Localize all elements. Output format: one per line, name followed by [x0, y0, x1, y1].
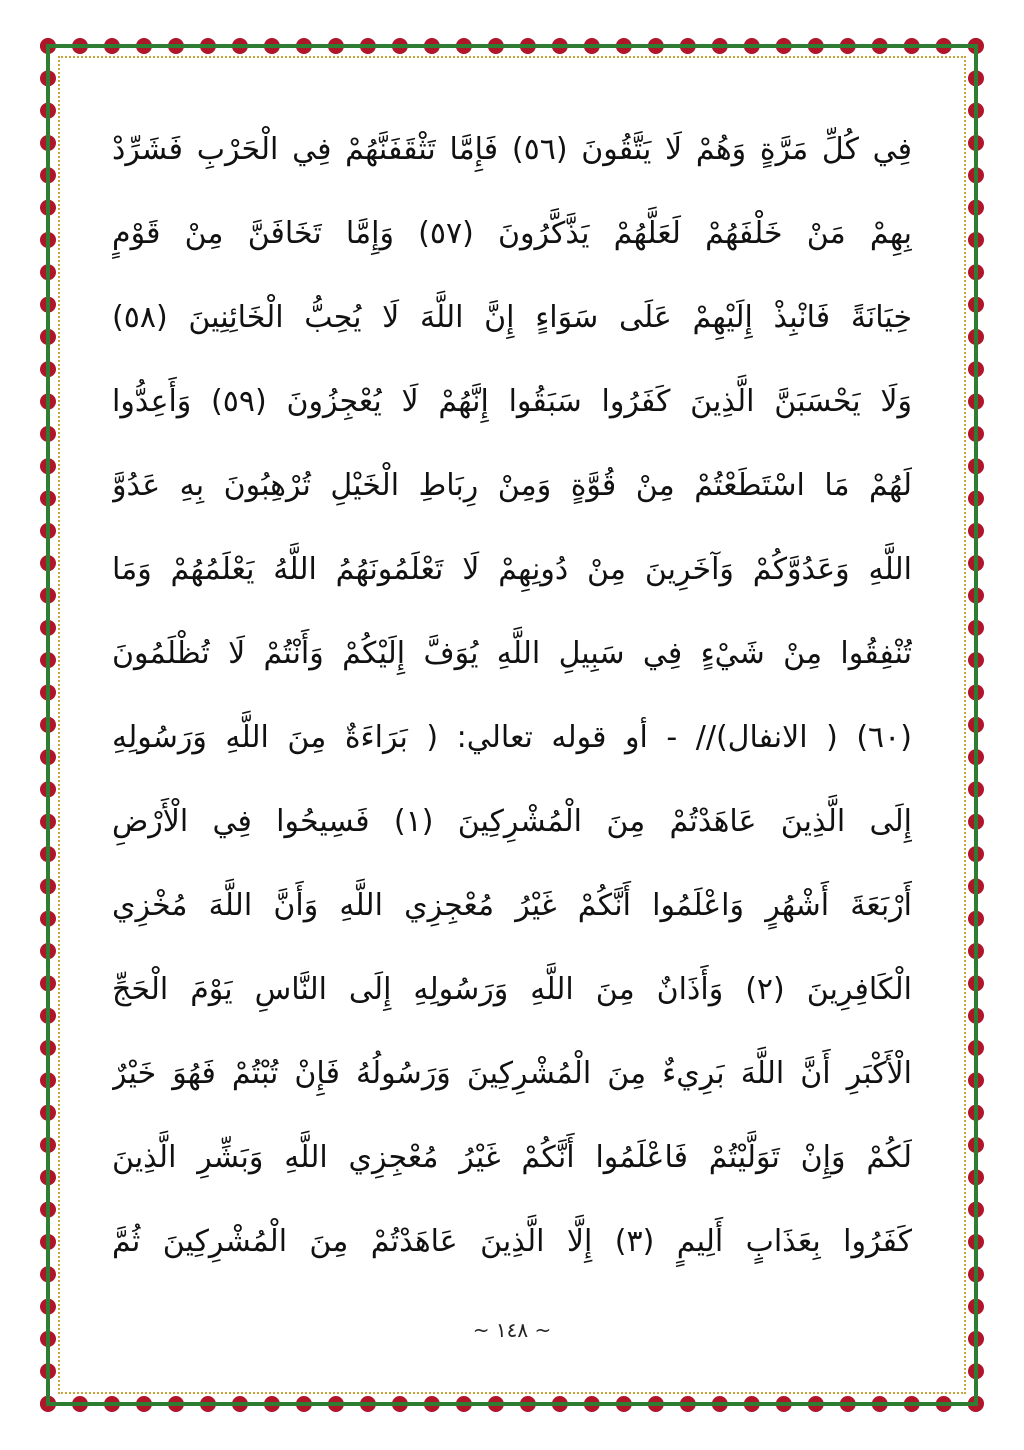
text-line: وَلَا يَحْسَبَنَّ الَّذِينَ كَفَرُوا سَبَقُوا إِنَّهُمْ لَا يُعْجِزُونَ (٥٩) وَأَعِدُّوا	[112, 384, 912, 419]
text-line: لَكُمْ وَإِنْ تَوَلَّيْتُمْ فَاعْلَمُوا أَنَّكُمْ غَيْرُ مُعْجِزِي اللَّهِ وَبَشِّرِ الَّذِينَ	[112, 1140, 912, 1175]
text-line: كَفَرُوا بِعَذَابٍ أَلِيمٍ (٣) إِلَّا الَّذِينَ عَاهَدْتُمْ مِنَ الْمُشْرِكِينَ ثُمَّ	[112, 1224, 912, 1259]
text-line: فِي كُلِّ مَرَّةٍ وَهُمْ لَا يَتَّقُونَ (٥٦) فَإِمَّا تَثْقَفَنَّهُمْ فِي الْحَرْبِ فَشَرِّدْ	[112, 132, 912, 167]
text-line: الْأَكْبَرِ أَنَّ اللَّهَ بَرِيءٌ مِنَ الْمُشْرِكِينَ وَرَسُولُهُ فَإِنْ تُبْتُمْ فَهُوَ خَيْرٌ	[112, 1056, 912, 1091]
text-line: اللَّهِ وَعَدُوَّكُمْ وَآخَرِينَ مِنْ دُونِهِمْ لَا تَعْلَمُونَهُمُ اللَّهُ يَعْلَمُهُمْ وَمَا	[112, 552, 912, 587]
text-line: الْكَافِرِينَ (٢) وَأَذَانٌ مِنَ اللَّهِ وَرَسُولِهِ إِلَى النَّاسِ يَوْمَ الْحَجِّ	[112, 972, 912, 1007]
text-line: (٦٠) ( الانفال)// - أو قوله تعالي: ( بَرَاءَةٌ مِنَ اللَّهِ وَرَسُولِهِ	[112, 720, 912, 755]
text-line: خِيَانَةً فَانْبِذْ إِلَيْهِمْ عَلَى سَوَاءٍ إِنَّ اللَّهَ لَا يُحِبُّ الْخَائِنِينَ (٥٨)	[112, 300, 912, 335]
text-line: إِلَى الَّذِينَ عَاهَدْتُمْ مِنَ الْمُشْرِكِينَ (١) فَسِيحُوا فِي الْأَرْضِ	[112, 804, 912, 839]
text-line: أَرْبَعَةَ أَشْهُرٍ وَاعْلَمُوا أَنَّكُمْ غَيْرُ مُعْجِزِي اللَّهِ وَأَنَّ اللَّهَ مُخْزِي	[112, 888, 912, 923]
text-line: بِهِمْ مَنْ خَلْفَهُمْ لَعَلَّهُمْ يَذَّكَّرُونَ (٥٧) وَإِمَّا تَخَافَنَّ مِنْ قَوْمٍ	[112, 216, 912, 251]
text-line: لَهُمْ مَا اسْتَطَعْتُمْ مِنْ قُوَّةٍ وَمِنْ رِبَاطِ الْخَيْلِ تُرْهِبُونَ بِهِ عَدُوَّ	[112, 468, 912, 503]
text-line: تُنْفِقُوا مِنْ شَيْءٍ فِي سَبِيلِ اللَّهِ يُوَفَّ إِلَيْكُمْ وَأَنْتُمْ لَا تُظْلَمُونَ	[112, 636, 912, 671]
page-number: ~ ١٤٨ ~	[472, 1318, 552, 1342]
document-body	[112, 108, 912, 1284]
